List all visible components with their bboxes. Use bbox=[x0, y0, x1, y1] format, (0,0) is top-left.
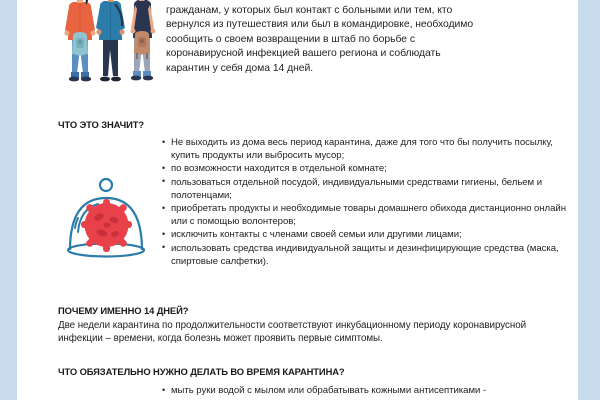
intro-line-3: вернулся из путешествия или был в командировке, необходимо bbox=[166, 19, 474, 31]
list-what-it-means bbox=[162, 136, 567, 268]
list-item: • пользоваться отдельной посудой, индивидуальными средствами гигиены, бельем и полотенцами; bbox=[162, 176, 567, 202]
intro-line-5: коронавирусной инфекцией вашего региона и соблюдать bbox=[166, 48, 441, 60]
heading-why-14-days: ПОЧЕМУ ИМЕННО 14 ДНЕЙ? bbox=[58, 305, 189, 316]
intro-line-2: гражданам, у которых был контакт с больными или тем, кто bbox=[166, 4, 453, 16]
list-item: • исключить контакты с членами своей семьи или другими лицами; bbox=[162, 228, 567, 241]
person-left bbox=[64, 0, 95, 81]
list-item: • приобретать продукты и необходимые товары домашнего обихода дистанционно онлайн или с помощью волонтеров; bbox=[162, 202, 567, 228]
heading-must-do: ЧТО ОБЯЗАТЕЛЬНО НУЖНО ДЕЛАТЬ ВО ВРЕМЯ КАРАНТИНА? bbox=[58, 366, 345, 377]
list-item: • по возможности находится в отдельной комнате; bbox=[162, 162, 567, 175]
virus-under-dome-illustration bbox=[54, 176, 158, 264]
list-item: • использовать средства индивидуальной защиты и дезинфицирующие средства (маска, спиртовые салфетки). bbox=[162, 242, 567, 268]
person-middle bbox=[96, 0, 125, 81]
heading-what-it-means: ЧТО ЭТО ЗНАЧИТ? bbox=[58, 119, 145, 130]
list-item: • мыть руки водой с мылом или обрабатывать кожными антисептиками - bbox=[162, 384, 567, 397]
paragraph-why-14-days: Две недели карантина по продолжительности соответствуют инкубационному периоду коронавирусной инфекции – времени, когда болезнь может проявить первые симптомы. bbox=[58, 320, 527, 345]
intro-block bbox=[17, 0, 578, 98]
intro-paragraph bbox=[166, 0, 566, 77]
three-people-illustration bbox=[55, 0, 167, 96]
poster-page bbox=[17, 0, 578, 400]
intro-line-6: карантин у себя дома 14 дней. bbox=[166, 62, 314, 74]
list-must-do bbox=[162, 384, 567, 397]
person-right bbox=[131, 0, 156, 80]
intro-line-4: сообщить о своем возвращении в штаб по борьбе с bbox=[166, 33, 415, 45]
list-item: • Не выходить из дома весь период карантина, даже для того что бы получить посылку, купить продукты или выбросить мусор; bbox=[162, 136, 567, 162]
